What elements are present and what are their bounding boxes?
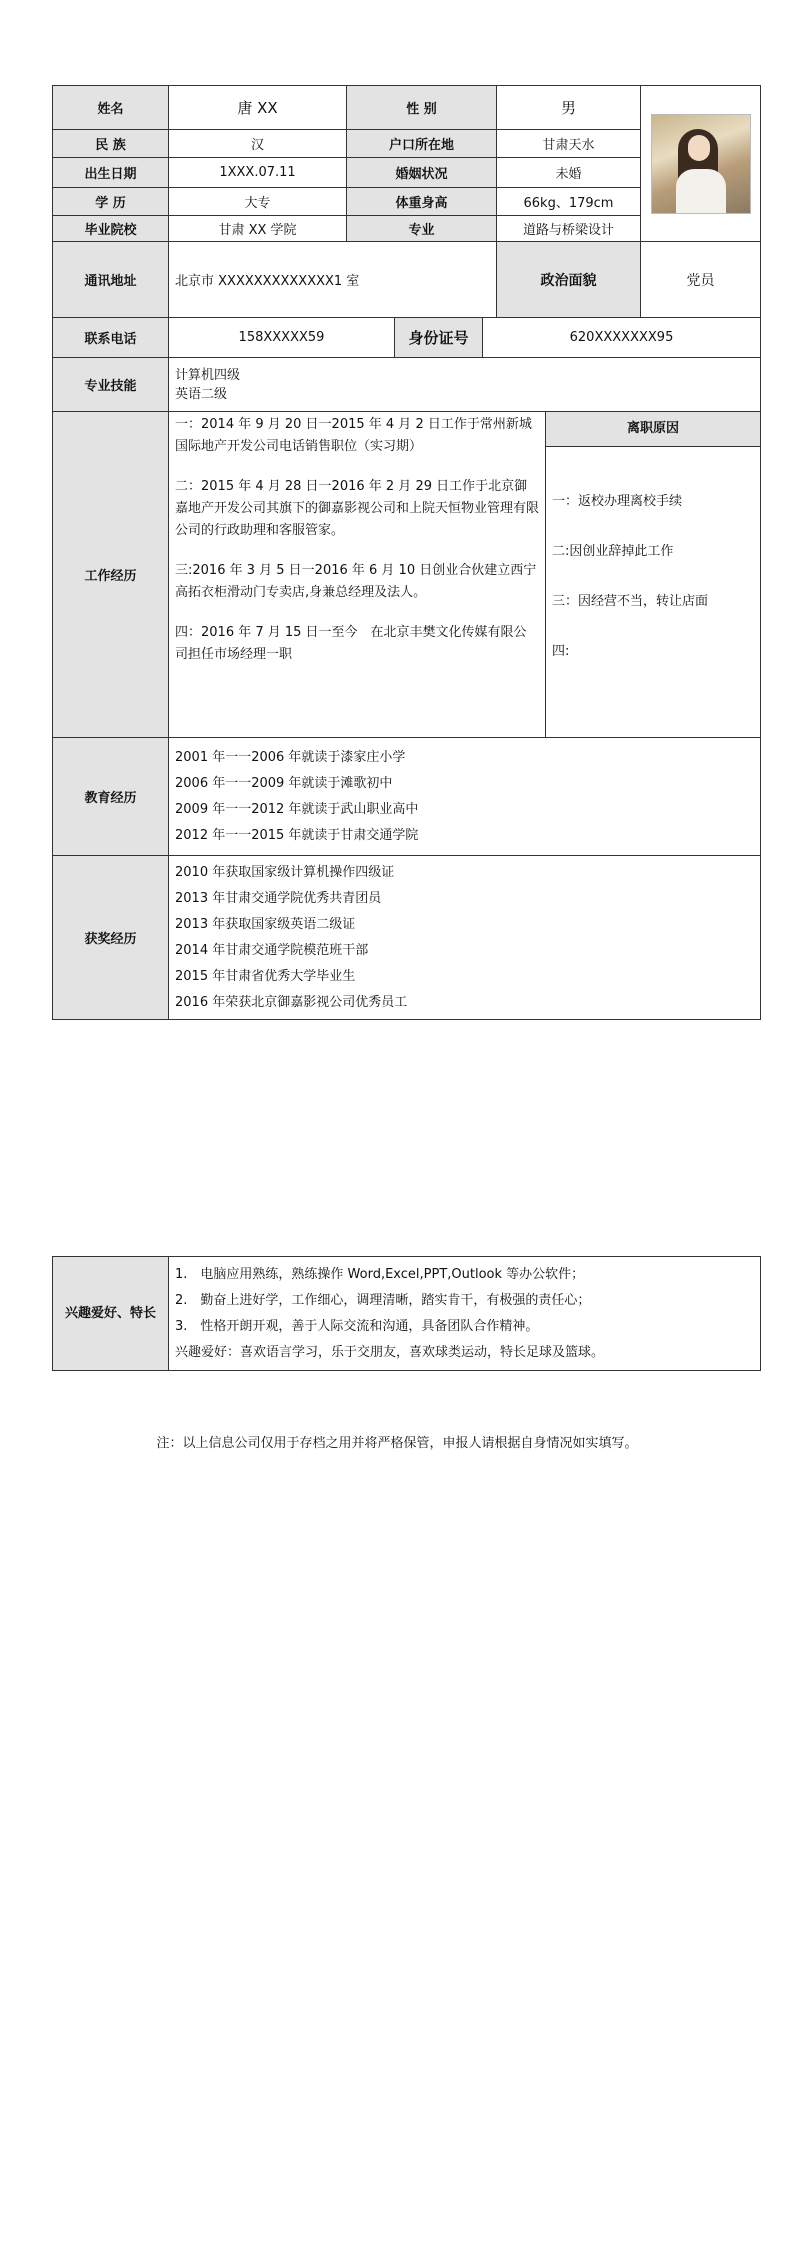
hobby-label: 兴趣爱好、特长: [53, 1257, 169, 1371]
work-item: 一：2014 年 9 月 20 日一2015 年 4 月 2 日工作于常州新城国际地产开发公司电话销售职位（实习期）: [175, 417, 532, 454]
basic-info-table: [52, 85, 761, 242]
address-table: [52, 241, 761, 318]
hobby-item: 2. 勤奋上进好学，工作细心，调理清晰，踏实肯干，有极强的责任心；: [175, 1292, 591, 1308]
hobby-item: 兴趣爱好：喜欢语言学习，乐于交朋友，喜欢球类运动，特长足球及篮球。: [175, 1344, 605, 1360]
address-label: 通讯地址: [53, 242, 169, 318]
education-level-value: 大专: [169, 188, 347, 216]
education-item: 2012 年一一2015 年就读于甘肃交通学院: [175, 827, 419, 843]
work-item: 三:2016 年 3 月 5 日一2016 年 6 月 10 日创业合伙建立西宁高拓衣柜滑动门专卖店,身兼总经理及法人。: [175, 563, 537, 600]
id-label: 身份证号: [395, 318, 483, 358]
photo-body: [676, 169, 726, 214]
gender-label: 性 别: [347, 86, 497, 130]
hukou-label: 户口所在地: [347, 130, 497, 158]
skills-content: [169, 358, 761, 412]
address-value: 北京市 XXXXXXXXXXXXX1 室: [169, 242, 497, 318]
education-level-label: 学 历: [53, 188, 169, 216]
resign-item: 二:因创业辞掉此工作: [552, 544, 674, 559]
education-item: 2006 年一一2009 年就读于滩歌初中: [175, 775, 393, 791]
school-value: 甘肃 XX 学院: [169, 216, 347, 242]
id-value: 620XXXXXXX95: [483, 318, 761, 358]
skill-item: 计算机四级: [175, 367, 241, 383]
award-item: 2013 年甘肃交通学院优秀共青团员: [175, 890, 382, 906]
body-value: 66kg、179cm: [497, 188, 641, 216]
resign-title: 离职原因: [546, 412, 760, 447]
marital-value: 未婚: [497, 158, 641, 188]
skill-item: 英语二级: [175, 386, 228, 402]
award-item: 2015 年甘肃省优秀大学毕业生: [175, 968, 356, 984]
body-label: 体重身高: [347, 188, 497, 216]
award-item: 2013 年获取国家级英语二级证: [175, 916, 356, 932]
birth-value: 1XXX.07.11: [169, 158, 347, 188]
work-item: 四：2016 年 7 月 15 日一至今 在北京丰樊文化传媒有限公司担任市场经理一职: [175, 625, 527, 662]
marital-label: 婚姻状况: [347, 158, 497, 188]
work-item: 二：2015 年 4 月 28 日一2016 年 2 月 29 日工作于北京御嘉地产开发公司其旗下的御嘉影视公司和上院天恒物业管理有限公司的行政助理和客服管家。: [175, 479, 540, 538]
photo-cell: [641, 86, 761, 242]
major-value: 道路与桥梁设计: [497, 216, 641, 242]
gender-value: 男: [497, 86, 641, 130]
hobby-item: 3. 性格开朗开观，善于人际交流和沟通，具备团队合作精神。: [175, 1318, 539, 1334]
award-item: 2014 年甘肃交通学院模范班干部: [175, 942, 369, 958]
phone-label: 联系电话: [53, 318, 169, 358]
name-label: 姓名: [53, 86, 169, 130]
phone-table: [52, 317, 761, 358]
resign-item: 一：返校办理离校手续: [552, 494, 683, 509]
photo-face: [688, 135, 710, 161]
resign-item: 四:: [552, 644, 570, 659]
birth-label: 出生日期: [53, 158, 169, 188]
education-item: 2009 年一一2012 年就读于武山职业高中: [175, 801, 419, 817]
award-item: 2010 年获取国家级计算机操作四级证: [175, 864, 395, 880]
political-label: 政治面貌: [497, 242, 641, 318]
hobby-table: [52, 1256, 761, 1371]
experience-table: [52, 357, 761, 1020]
profile-photo: [651, 114, 751, 214]
skills-label: 专业技能: [53, 358, 169, 412]
education-label: 教育经历: [53, 738, 169, 856]
ethnic-value: 汉: [169, 130, 347, 158]
awards-label: 获奖经历: [53, 856, 169, 1020]
phone-value: 158XXXXX59: [169, 318, 395, 358]
education-content: [169, 738, 761, 856]
hobby-content: [169, 1257, 761, 1371]
work-label: 工作经历: [53, 412, 169, 738]
major-label: 专业: [347, 216, 497, 242]
hukou-value: 甘肃天水: [497, 130, 641, 158]
political-value: 党员: [641, 242, 761, 318]
awards-content: [169, 856, 761, 1020]
resign-reasons: [546, 412, 761, 738]
award-item: 2016 年荣获北京御嘉影视公司优秀员工: [175, 994, 408, 1010]
school-label: 毕业院校: [53, 216, 169, 242]
ethnic-label: 民 族: [53, 130, 169, 158]
resign-item: 三：因经营不当，转让店面: [552, 594, 709, 609]
footer-note: 注：以上信息公司仅用于存档之用并将严格保管，申报人请根据自身情况如实填写。: [156, 1436, 638, 1451]
name-value: 唐 XX: [169, 86, 347, 130]
education-item: 2001 年一一2006 年就读于漆家庄小学: [175, 749, 406, 765]
hobby-item: 1. 电脑应用熟练，熟练操作 Word,Excel,PPT,Outlook 等办公软件；: [175, 1266, 585, 1282]
work-content: [169, 412, 546, 738]
